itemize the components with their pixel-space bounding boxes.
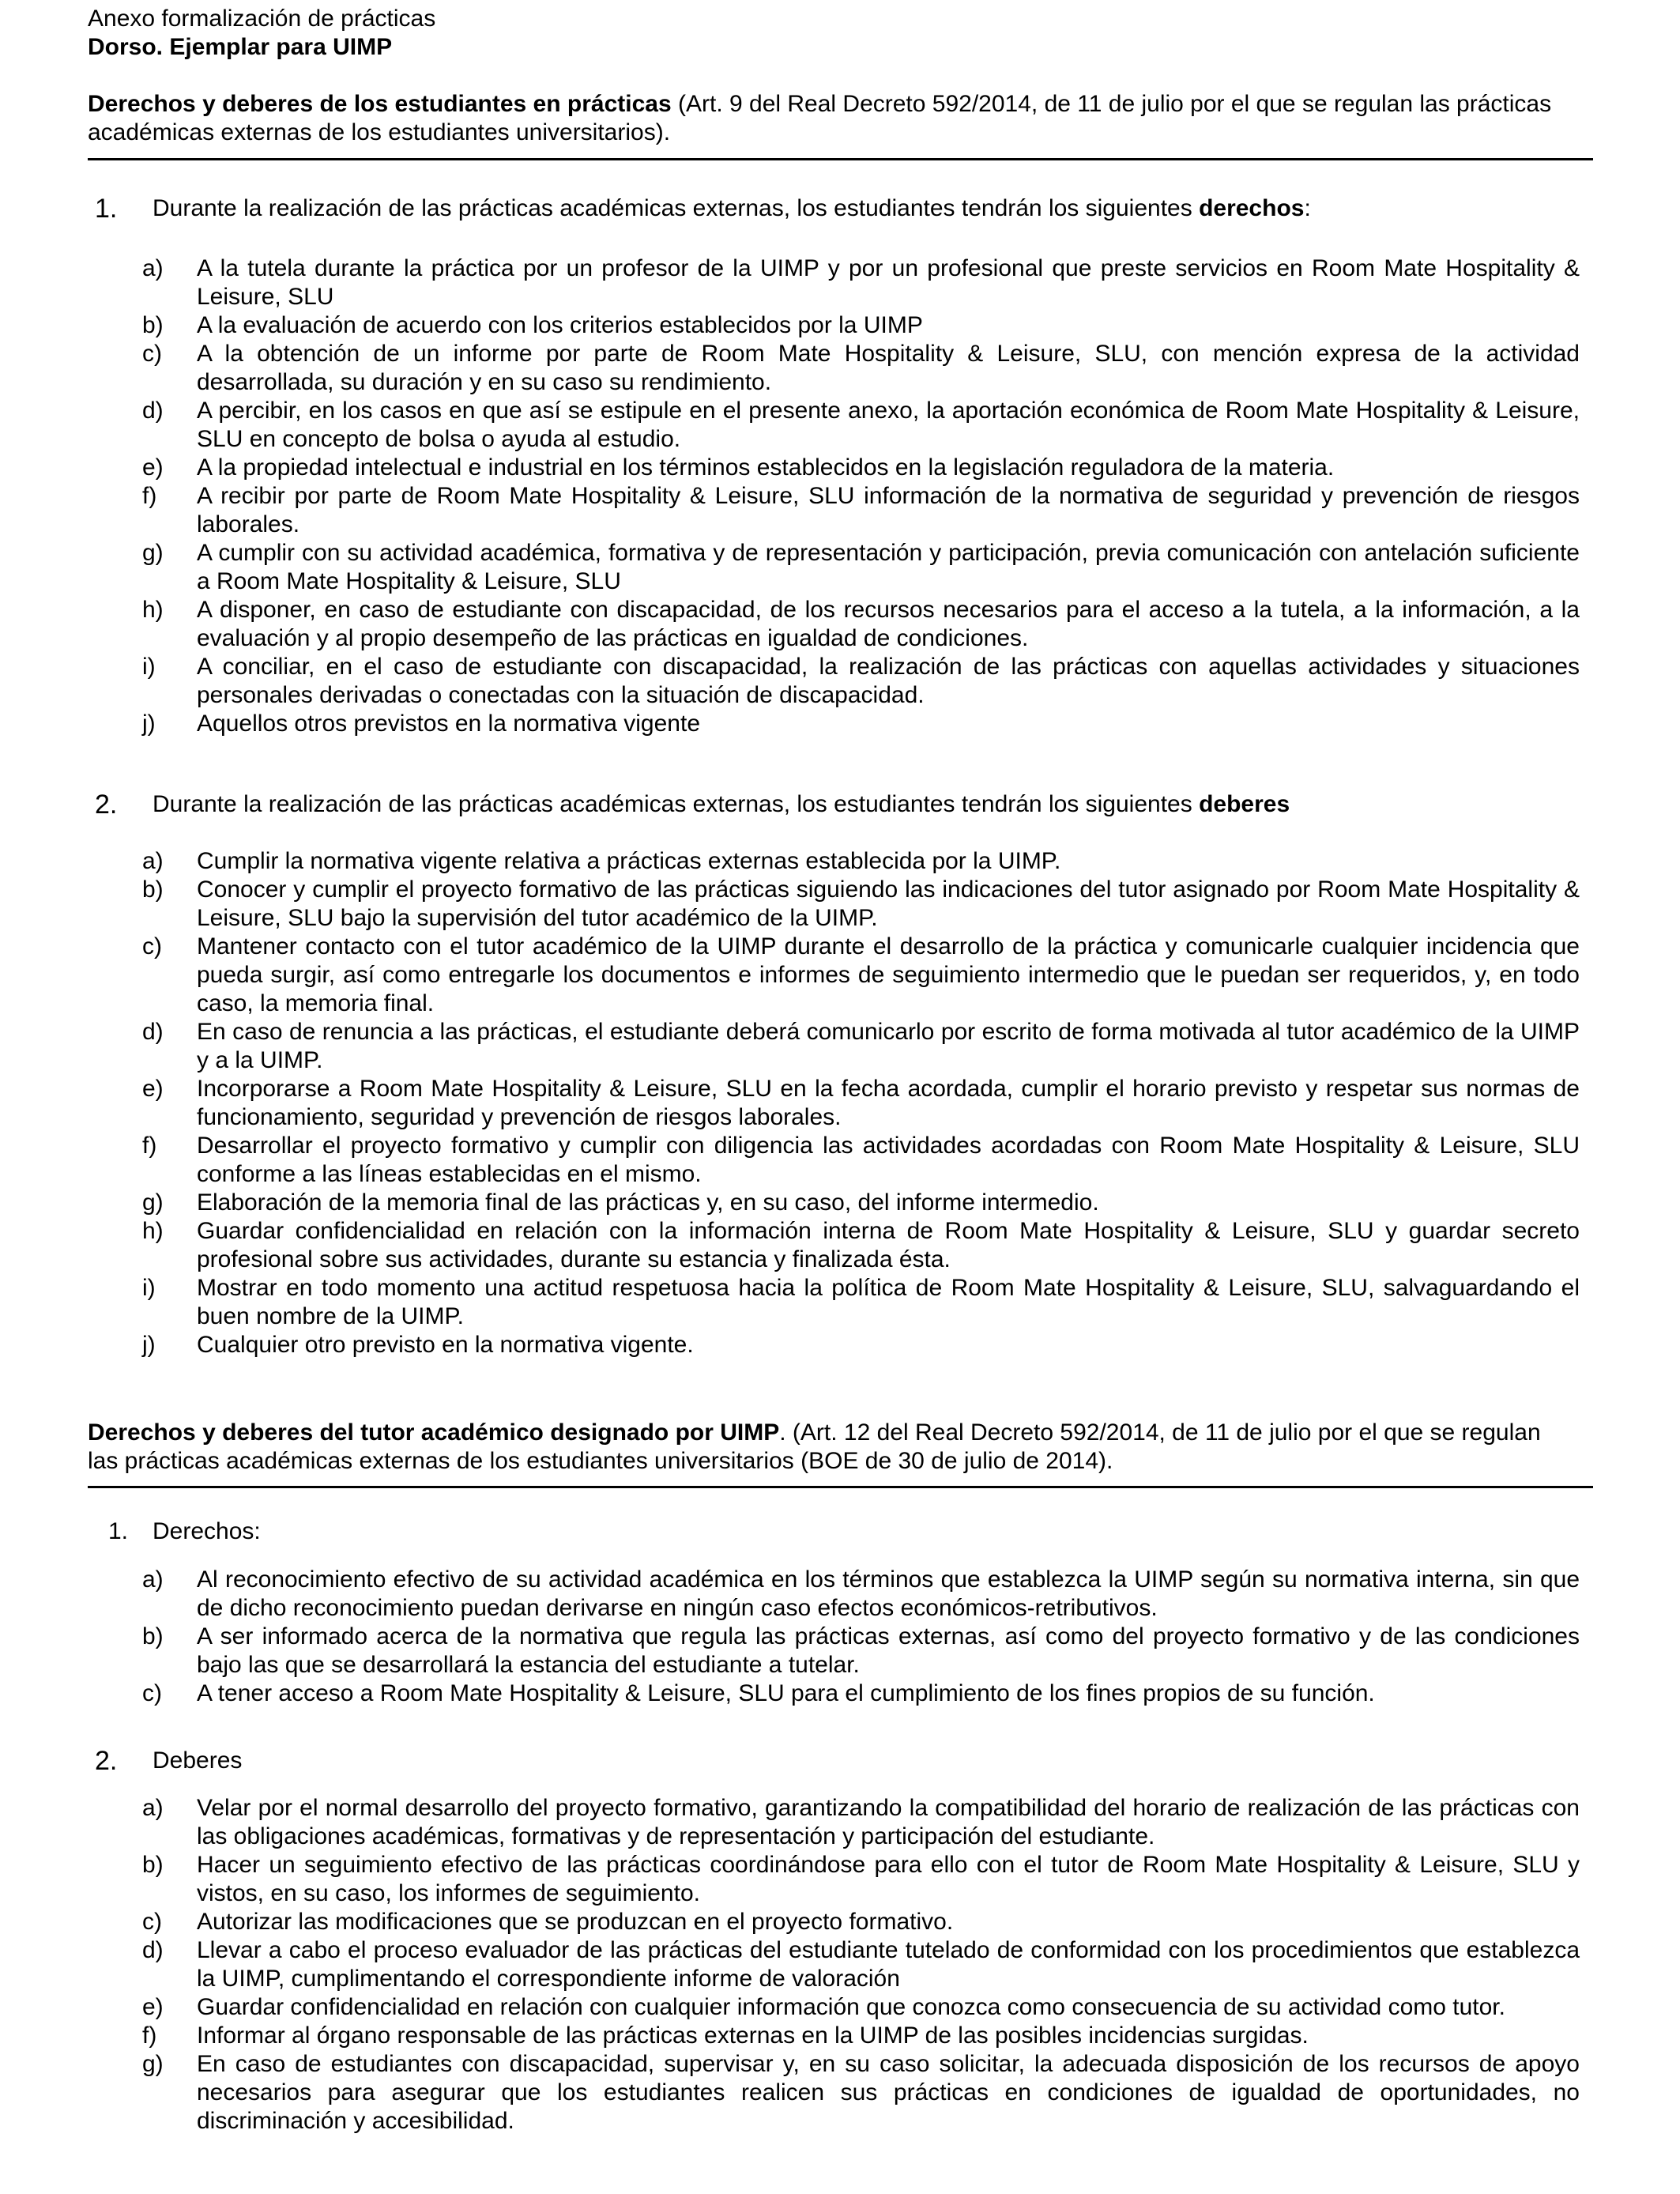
document-header-title: Anexo formalización de prácticas: [88, 6, 436, 32]
list-item-letter: g): [142, 540, 164, 566]
list-item-text: A la tutela durante la práctica por un profesor de la UIMP y por un profesional que preste servicios en Room Mate Hospitality & Leisure, SLU: [197, 255, 1580, 310]
list-item: [142, 2050, 1580, 2136]
list-item-text: A conciliar, en el caso de estudiante con discapacidad, la realización de las prácticas con aquellas actividades y situaciones personales derivadas o conectadas con la situación de discapacidad.: [197, 654, 1580, 708]
list-item-text: Velar por el normal desarrollo del proyecto formativo, garantizando la compatibilidad del horario de realización de las prácticas con las obligaciones académicas, formativas y de representación y participación del estudiante.: [197, 1795, 1580, 1849]
students-duties-intro-bold: deberes: [1199, 791, 1290, 817]
list-item-letter: d): [142, 398, 164, 424]
list-item-text: A la propiedad intelectual e industrial en los términos establecidos en la legislación reguladora de la materia.: [197, 454, 1335, 481]
list-item-text: A la obtención de un informe por parte de Room Mate Hospitality & Leisure, SLU, con mención expresa de la actividad desarrollada, su duración y en su caso su rendimiento.: [197, 341, 1580, 395]
list-item: [142, 1851, 1580, 1908]
list-item-text: Guardar confidencialidad en relación con la información interna de Room Mate Hospitality & Leisure, SLU y guardar secreto profesional sobre sus actividades, durante su estancia y finalizada ésta.: [197, 1218, 1580, 1272]
list-item-text: Guardar confidencialidad en relación con cualquier información que conozca como consecuencia de su actividad como tutor.: [197, 1994, 1505, 2020]
list-item-text: A tener acceso a Room Mate Hospitality & Leisure, SLU para el cumplimiento de los fines propios de su función.: [197, 1680, 1375, 1706]
list-item-text: Al reconocimiento efectivo de su actividad académica en los términos que establezca la UIMP según su normativa interna, sin que de dicho reconocimiento puedan derivarse en ningún caso efectos económicos-retributivos.: [197, 1566, 1580, 1621]
list-item-text: En caso de renuncia a las prácticas, el estudiante deberá comunicarlo por escrito de forma motivada al tutor académico de la UIMP y a la UIMP.: [197, 1019, 1580, 1073]
list-item-letter: c): [142, 933, 162, 959]
list-item-text: A recibir por parte de Room Mate Hospitality & Leisure, SLU información de la normativa de seguridad y prevención de riesgos laborales.: [197, 483, 1580, 537]
list-item-letter: b): [142, 876, 164, 903]
list-item: [142, 1274, 1580, 1331]
students-rights-intro: [153, 194, 1311, 223]
list-item-letter: f): [142, 1133, 157, 1159]
list-item-letter: i): [142, 1275, 156, 1301]
list-item-letter: j): [142, 1332, 156, 1358]
students-section-title-bold: Derechos y deberes de los estudiantes en prácticas: [88, 91, 672, 117]
students-duties-intro: [153, 790, 1290, 819]
list-item: [142, 397, 1580, 454]
section-divider: [88, 158, 1593, 160]
list-item: [142, 1794, 1580, 1851]
list-item-letter: f): [142, 2022, 157, 2049]
list-item: [142, 1189, 1580, 1217]
list-item: [142, 710, 1580, 738]
list-item-letter: b): [142, 1852, 164, 1878]
list-item-text: Elaboración de la memoria final de las prácticas y, en su caso, del informe intermedio.: [197, 1189, 1099, 1216]
list-item-text: Informar al órgano responsable de las prácticas externas en la UIMP de las posibles incidencias surgidas.: [197, 2022, 1309, 2049]
tutor-rights-list: [142, 1566, 1580, 1708]
list-item: [142, 2022, 1580, 2050]
list-item: [142, 876, 1580, 933]
list-item: [142, 254, 1580, 311]
list-item-letter: e): [142, 454, 164, 481]
list-item-letter: d): [142, 1937, 164, 1963]
list-item: [142, 1993, 1580, 2022]
list-item-letter: e): [142, 1994, 164, 2020]
list-item-letter: g): [142, 2051, 164, 2077]
list-item-letter: h): [142, 1218, 164, 1244]
list-item-text: Hacer un seguimiento efectivo de las prácticas coordinándose para ello con el tutor de Room Mate Hospitality & Leisure, SLU y vistos, en su caso, los informes de seguimiento.: [197, 1852, 1580, 1906]
students-rights-intro-end: :: [1304, 195, 1311, 221]
tutor-duties-list: [142, 1794, 1580, 2136]
tutor-rights-number: 1.: [108, 1518, 129, 1544]
students-section-title: [88, 90, 1573, 147]
list-item-letter: a): [142, 255, 164, 281]
list-item-text: A disponer, en caso de estudiante con discapacidad, de los recursos necesarios para el acceso a la tutela, a la información, a la evaluación y al propio desempeño de las prácticas en igualdad de condiciones.: [197, 597, 1580, 651]
list-item-letter: a): [142, 848, 164, 874]
list-item-text: A ser informado acerca de la normativa que regula las prácticas externas, así como del proyecto formativo y de las condiciones bajo las que se desarrollará la estancia del estudiante a tutelar.: [197, 1623, 1580, 1678]
list-item-text: Cumplir la normativa vigente relativa a prácticas externas establecida por la UIMP.: [197, 848, 1061, 874]
students-duties-intro-text: Durante la realización de las prácticas académicas externas, los estudiantes tendrán los siguientes: [153, 791, 1200, 817]
list-item: [142, 653, 1580, 710]
list-item: [142, 847, 1580, 876]
list-item-letter: j): [142, 711, 156, 737]
list-item: [142, 1566, 1580, 1623]
list-item-letter: g): [142, 1189, 164, 1216]
list-item: [142, 454, 1580, 482]
list-item-letter: b): [142, 1623, 164, 1649]
list-item: [142, 933, 1580, 1018]
list-item-text: Aquellos otros previstos en la normativa vigente: [197, 711, 701, 737]
list-item: [142, 1908, 1580, 1936]
students-rights-intro-bold: derechos: [1199, 195, 1305, 221]
list-item-text: A la evaluación de acuerdo con los criterios establecidos por la UIMP: [197, 312, 923, 338]
list-item-letter: a): [142, 1795, 164, 1821]
list-item-text: Cualquier otro previsto en la normativa vigente.: [197, 1332, 694, 1358]
tutor-rights-label: Derechos:: [153, 1518, 261, 1544]
list-item-text: Autorizar las modificaciones que se produzcan en el proyecto formativo.: [197, 1909, 954, 1935]
list-item: [142, 596, 1580, 653]
tutor-duties-number: 2.: [95, 1746, 118, 1776]
list-item: [142, 1217, 1580, 1274]
list-item-letter: b): [142, 312, 164, 338]
students-section-title-rest: (Art. 9 del Real Decreto 592/2014, de 11 de julio por el que se regulan las prácticas académicas externas de los estudiantes universitarios).: [88, 91, 1552, 145]
list-item: [142, 311, 1580, 340]
students-rights-intro-text: Durante la realización de las prácticas académicas externas, los estudiantes tendrán los siguientes: [153, 195, 1200, 221]
students-duties-number: 2.: [95, 790, 118, 820]
students-rights-list: [142, 254, 1580, 738]
section-divider: [88, 1486, 1593, 1488]
tutor-section-title-rest: . (Art. 12 del Real Decreto 592/2014, de 11 de julio por el que se regulan las prácticas académicas externas de los estudiantes universitarios (BOE de 30 de julio de 2014).: [88, 1419, 1541, 1474]
list-item-letter: e): [142, 1076, 164, 1102]
list-item: [142, 1331, 1580, 1359]
list-item-text: Desarrollar el proyecto formativo y cumplir con diligencia las actividades acordadas con Room Mate Hospitality & Leisure, SLU conforme a las líneas establecidas en el mismo.: [197, 1133, 1580, 1187]
list-item-text: A cumplir con su actividad académica, formativa y de representación y participación, previa comunicación con antelación suficiente a Room Mate Hospitality & Leisure, SLU: [197, 540, 1580, 594]
list-item: [142, 1936, 1580, 1993]
tutor-section-title: [88, 1419, 1573, 1476]
list-item: [142, 539, 1580, 596]
list-item-text: Conocer y cumplir el proyecto formativo de las prácticas siguiendo las indicaciones del tutor asignado por Room Mate Hospitality & Leisure, SLU bajo la supervisión del tutor académico de la UIMP.: [197, 876, 1580, 931]
list-item-text: Llevar a cabo el proceso evaluador de las prácticas del estudiante tutelado de conformidad con los procedimientos que establezca la UIMP, cumplimentando el correspondiente informe de valoración: [197, 1937, 1580, 1992]
list-item-text: Incorporarse a Room Mate Hospitality & Leisure, SLU en la fecha acordada, cumplir el horario previsto y respetar sus normas de funcionamiento, seguridad y prevención de riesgos laborales.: [197, 1076, 1580, 1130]
list-item-letter: i): [142, 654, 156, 680]
students-rights-number: 1.: [95, 194, 118, 224]
list-item-letter: a): [142, 1566, 164, 1593]
list-item-letter: c): [142, 1909, 162, 1935]
list-item-text: Mantener contacto con el tutor académico de la UIMP durante el desarrollo de la práctica y comunicarle cualquier incidencia que pueda surgir, así como entregarle los documentos e informes de seguimiento intermedio que le puedan ser requeridos, y, en todo caso, la memoria final.: [197, 933, 1580, 1016]
list-item: [142, 1075, 1580, 1132]
list-item: [142, 1018, 1580, 1075]
list-item: [142, 482, 1580, 539]
list-item: [142, 340, 1580, 397]
list-item-text: En caso de estudiantes con discapacidad, supervisar y, en su caso solicitar, la adecuada disposición de los recursos de apoyo necesarios para asegurar que los estudiantes realicen sus prácticas en condiciones de igualdad de oportunidades, no discriminación y accesibilidad.: [197, 2051, 1580, 2134]
students-duties-list: [142, 847, 1580, 1359]
list-item-text: A percibir, en los casos en que así se estipule en el presente anexo, la aportación económica de Room Mate Hospitality & Leisure, SLU en concepto de bolsa o ayuda al estudio.: [197, 398, 1580, 452]
list-item-text: Mostrar en todo momento una actitud respetuosa hacia la política de Room Mate Hospitality & Leisure, SLU, salvaguardando el buen nombre de la UIMP.: [197, 1275, 1580, 1329]
list-item-letter: f): [142, 483, 157, 509]
list-item-letter: h): [142, 597, 164, 623]
list-item: [142, 1132, 1580, 1189]
list-item-letter: d): [142, 1019, 164, 1045]
tutor-section-title-bold: Derechos y deberes del tutor académico designado por UIMP: [88, 1419, 780, 1446]
list-item: [142, 1679, 1580, 1708]
document-header-subtitle: Dorso. Ejemplar para UIMP: [88, 34, 393, 60]
list-item: [142, 1623, 1580, 1679]
tutor-duties-label: Deberes: [153, 1747, 243, 1774]
list-item-letter: c): [142, 341, 162, 367]
list-item-letter: c): [142, 1680, 162, 1706]
